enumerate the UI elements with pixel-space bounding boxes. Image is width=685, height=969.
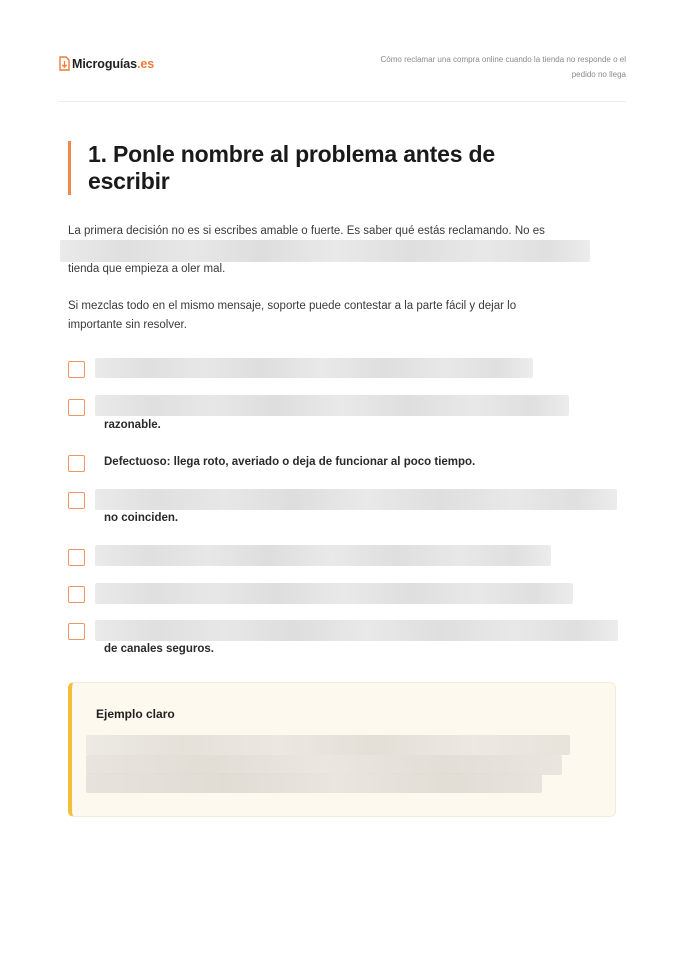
- redacted-text: [95, 620, 618, 641]
- checkbox-7[interactable]: [68, 623, 85, 640]
- document-title-line-1: Cómo reclamar una compra online cuando la tienda no responde o el: [380, 55, 626, 64]
- intro-paragraph-line-1: La primera decisión no es si escribes amable o fuerte. Es saber qué estás reclamando. No es: [68, 225, 545, 237]
- checkbox-1[interactable]: [68, 361, 85, 378]
- callout-title: Ejemplo claro: [96, 707, 175, 721]
- redacted-text: [95, 489, 617, 510]
- checklist-item-2-text: razonable.: [104, 419, 161, 431]
- checkbox-3[interactable]: [68, 455, 85, 472]
- redacted-text: [95, 395, 569, 416]
- redacted-text: [95, 545, 551, 566]
- intro-paragraph-line-3: tienda que empieza a oler mal.: [68, 263, 226, 275]
- redacted-text: [86, 773, 542, 793]
- checkbox-5[interactable]: [68, 549, 85, 566]
- brand-accent-text: .es: [137, 56, 155, 71]
- brand-name: [72, 57, 154, 71]
- checkbox-2[interactable]: [68, 399, 85, 416]
- checklist-item-7-text: de canales seguros.: [104, 643, 214, 655]
- page-header: [59, 50, 626, 102]
- document-arrow-icon: [59, 56, 70, 71]
- redacted-text: [86, 735, 570, 755]
- brand-logo[interactable]: [59, 56, 154, 71]
- checklist-item-3-text: Defectuoso: llega roto, averiado o deja de funcionar al poco tiempo.: [104, 456, 476, 468]
- second-paragraph-line-1: Si mezclas todo en el mismo mensaje, soporte puede contestar a la parte fácil y dejar lo: [68, 300, 517, 312]
- section-title-line-1: 1. Ponle nombre al problema antes de: [88, 141, 495, 167]
- checklist-item-4-text: no coinciden.: [104, 512, 179, 524]
- redacted-text: [95, 583, 573, 604]
- example-callout: [68, 682, 616, 817]
- document-title-line-2: pedido no llega: [571, 70, 626, 79]
- redacted-text: [60, 240, 590, 262]
- brand-main-text: Microguías: [72, 56, 137, 71]
- section-title-line-2: escribir: [88, 168, 170, 194]
- document-title: [326, 52, 626, 82]
- section-heading: [68, 141, 608, 195]
- checkbox-6[interactable]: [68, 586, 85, 603]
- checkbox-4[interactable]: [68, 492, 85, 509]
- second-paragraph-line-2: importante sin resolver.: [68, 319, 187, 331]
- redacted-text: [86, 755, 562, 775]
- redacted-text: [95, 358, 533, 378]
